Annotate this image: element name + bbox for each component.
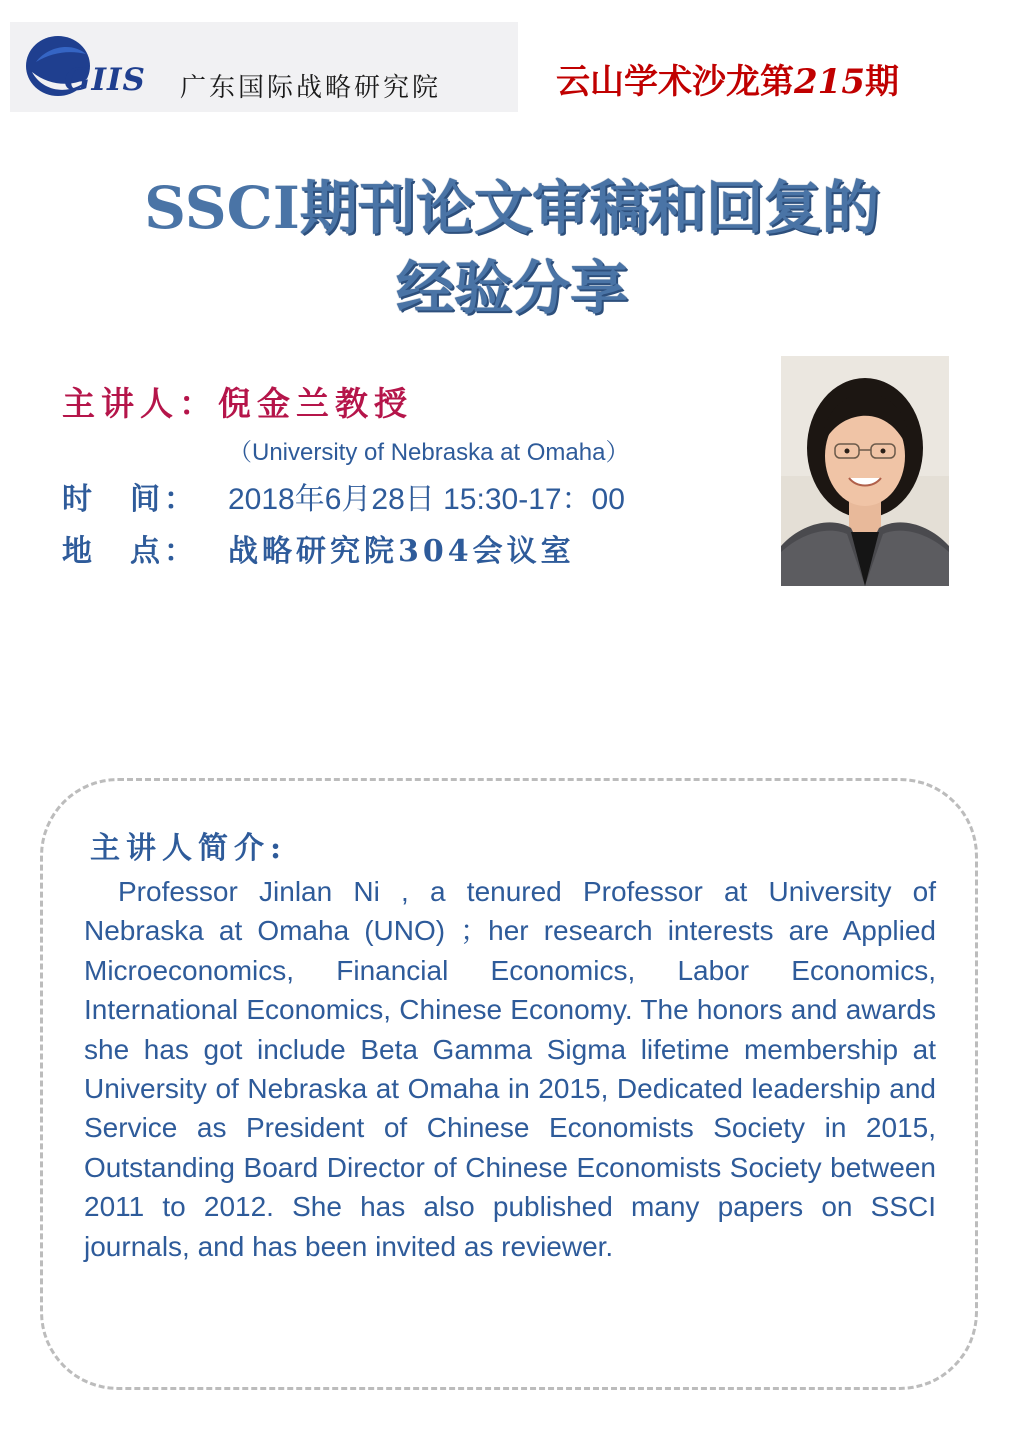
time-label: 时 间： bbox=[62, 482, 198, 517]
speaker-label: 主讲人： bbox=[62, 384, 218, 423]
title-line-2: 经验分享 bbox=[395, 254, 628, 322]
salon-issue-label bbox=[556, 54, 899, 103]
place-value: 战略研究院304会议室 bbox=[228, 534, 575, 569]
title-line1-cn: 期刊论文审稿和回复的 bbox=[299, 174, 880, 242]
institute-name: 广东国际战略研究院 bbox=[180, 73, 442, 103]
time-value: 2018年6月28日 15:30-17：00 bbox=[228, 483, 625, 516]
place-label: 地 点： bbox=[62, 534, 198, 569]
speaker-photo bbox=[781, 356, 949, 586]
title-line-1 bbox=[0, 168, 1024, 248]
speaker-portrait-icon bbox=[781, 356, 949, 586]
salon-issue-number: 215 bbox=[794, 62, 865, 102]
place-row bbox=[62, 526, 575, 570]
salon-suffix: 期 bbox=[864, 62, 899, 102]
speaker-row bbox=[62, 378, 413, 425]
bio-heading: 主讲人简介: bbox=[90, 831, 288, 866]
logo-acronym: GIIS bbox=[64, 62, 146, 98]
institute-logo bbox=[10, 22, 518, 112]
title-latin: SSCI bbox=[144, 174, 300, 242]
speaker-affiliation: （University of Nebraska at Omaha） bbox=[228, 439, 630, 466]
salon-prefix: 云山学术沙龙第 bbox=[556, 62, 794, 102]
page-title bbox=[0, 168, 1024, 328]
time-row bbox=[62, 474, 625, 518]
bio-text: Professor Jinlan Ni , a tenured Professor at University of Nebraska at Omaha (UNO) ；her research interests are Applied Microeconomics, Financial Economics, Labor Economics, International Economics, Chinese Economy. The honors and awards she has got include Beta Gamma Sigma lifetime membership at University of Nebraska at Omaha in 2015, Dedicated leadership and Service as President of Chinese Economists Society in 2015, Outstanding Board Director of Chinese Economists Society between 2011 to 2012. She has also published many papers on SSCI journals, and has been invited as reviewer. bbox=[84, 876, 936, 1262]
speaker-name: 倪金兰教授 bbox=[218, 384, 413, 423]
